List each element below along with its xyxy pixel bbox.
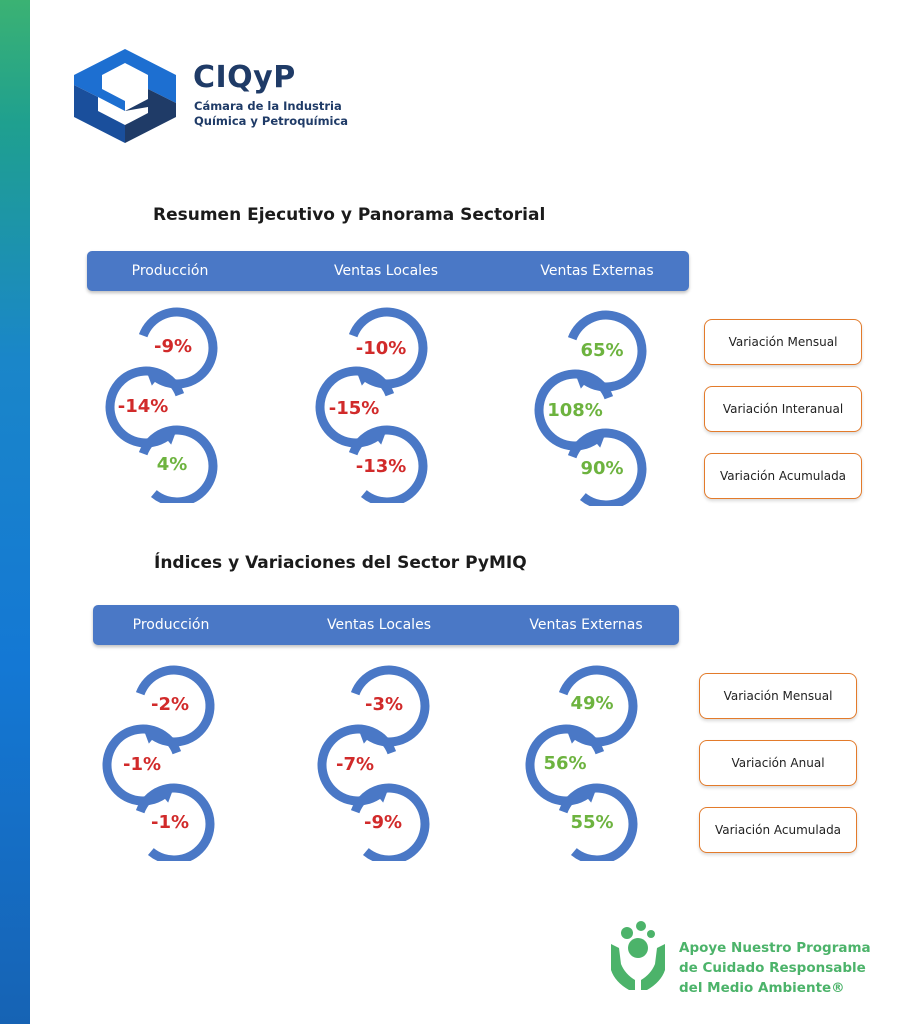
brand-name: CIQyP [193, 60, 296, 95]
section1-title: Resumen Ejecutivo y Panorama Sectorial [153, 205, 546, 225]
section2-title: Índices y Variaciones del Sector PyMIQ [154, 553, 527, 573]
section2-header-bar [93, 605, 679, 645]
legend-variacion-mensual: Variación Mensual [699, 673, 857, 719]
section2-header-ventas-locales: Ventas Locales [327, 617, 431, 633]
hands-globe-icon [605, 918, 671, 996]
section2-header-produccion: Producción [132, 617, 210, 633]
value-anual: -1% [122, 754, 162, 775]
value-interanual: -15% [328, 398, 380, 419]
section1-header-ventas-externas: Ventas Externas [540, 263, 654, 279]
footer-line2: de Cuidado Responsable [679, 960, 866, 976]
value-interanual: -14% [117, 396, 169, 417]
brand-subtitle-line1: Cámara de la Industria [194, 99, 342, 113]
section1-col-produccion [101, 303, 241, 503]
section1-header-bar [87, 251, 689, 291]
value-mensual: -2% [150, 694, 190, 715]
section2-col-ventas-externas [521, 661, 661, 861]
legend-variacion-mensual: Variación Mensual [704, 319, 862, 365]
footer-line3: del Medio Ambiente® [679, 980, 845, 996]
section1-col-ventas-locales [311, 303, 451, 503]
value-mensual: -10% [355, 338, 407, 359]
value-acumulada: -13% [355, 456, 407, 477]
legend-variacion-acumulada: Variación Acumulada [699, 807, 857, 853]
value-acumulada: 55% [570, 812, 614, 833]
footer-line1: Apoye Nuestro Programa [679, 940, 871, 956]
section1-col-ventas-externas [530, 306, 670, 506]
legend-variacion-acumulada: Variación Acumulada [704, 453, 862, 499]
legend-variacion-anual: Variación Anual [699, 740, 857, 786]
side-gradient-bar [0, 0, 30, 1024]
value-acumulada: 4% [156, 454, 188, 475]
value-anual: -7% [335, 754, 375, 775]
section1-header-produccion: Producción [131, 263, 209, 279]
value-acumulada: -9% [363, 812, 403, 833]
brand-subtitle-line2: Química y Petroquímica [194, 114, 349, 128]
value-acumulada: 90% [580, 458, 624, 479]
value-interanual: 108% [547, 400, 603, 421]
value-mensual: 65% [580, 340, 624, 361]
section2-header-ventas-externas: Ventas Externas [529, 617, 643, 633]
value-mensual: -9% [153, 336, 193, 357]
value-anual: 56% [543, 753, 587, 774]
section2-col-ventas-locales [313, 661, 453, 861]
ciqyp-logo-icon [70, 45, 180, 147]
section2-col-produccion [98, 661, 238, 861]
section1-header-ventas-locales: Ventas Locales [334, 263, 438, 279]
value-acumulada: -1% [150, 812, 190, 833]
value-mensual: -3% [364, 694, 404, 715]
value-mensual: 49% [570, 693, 614, 714]
legend-variacion-interanual: Variación Interanual [704, 386, 862, 432]
